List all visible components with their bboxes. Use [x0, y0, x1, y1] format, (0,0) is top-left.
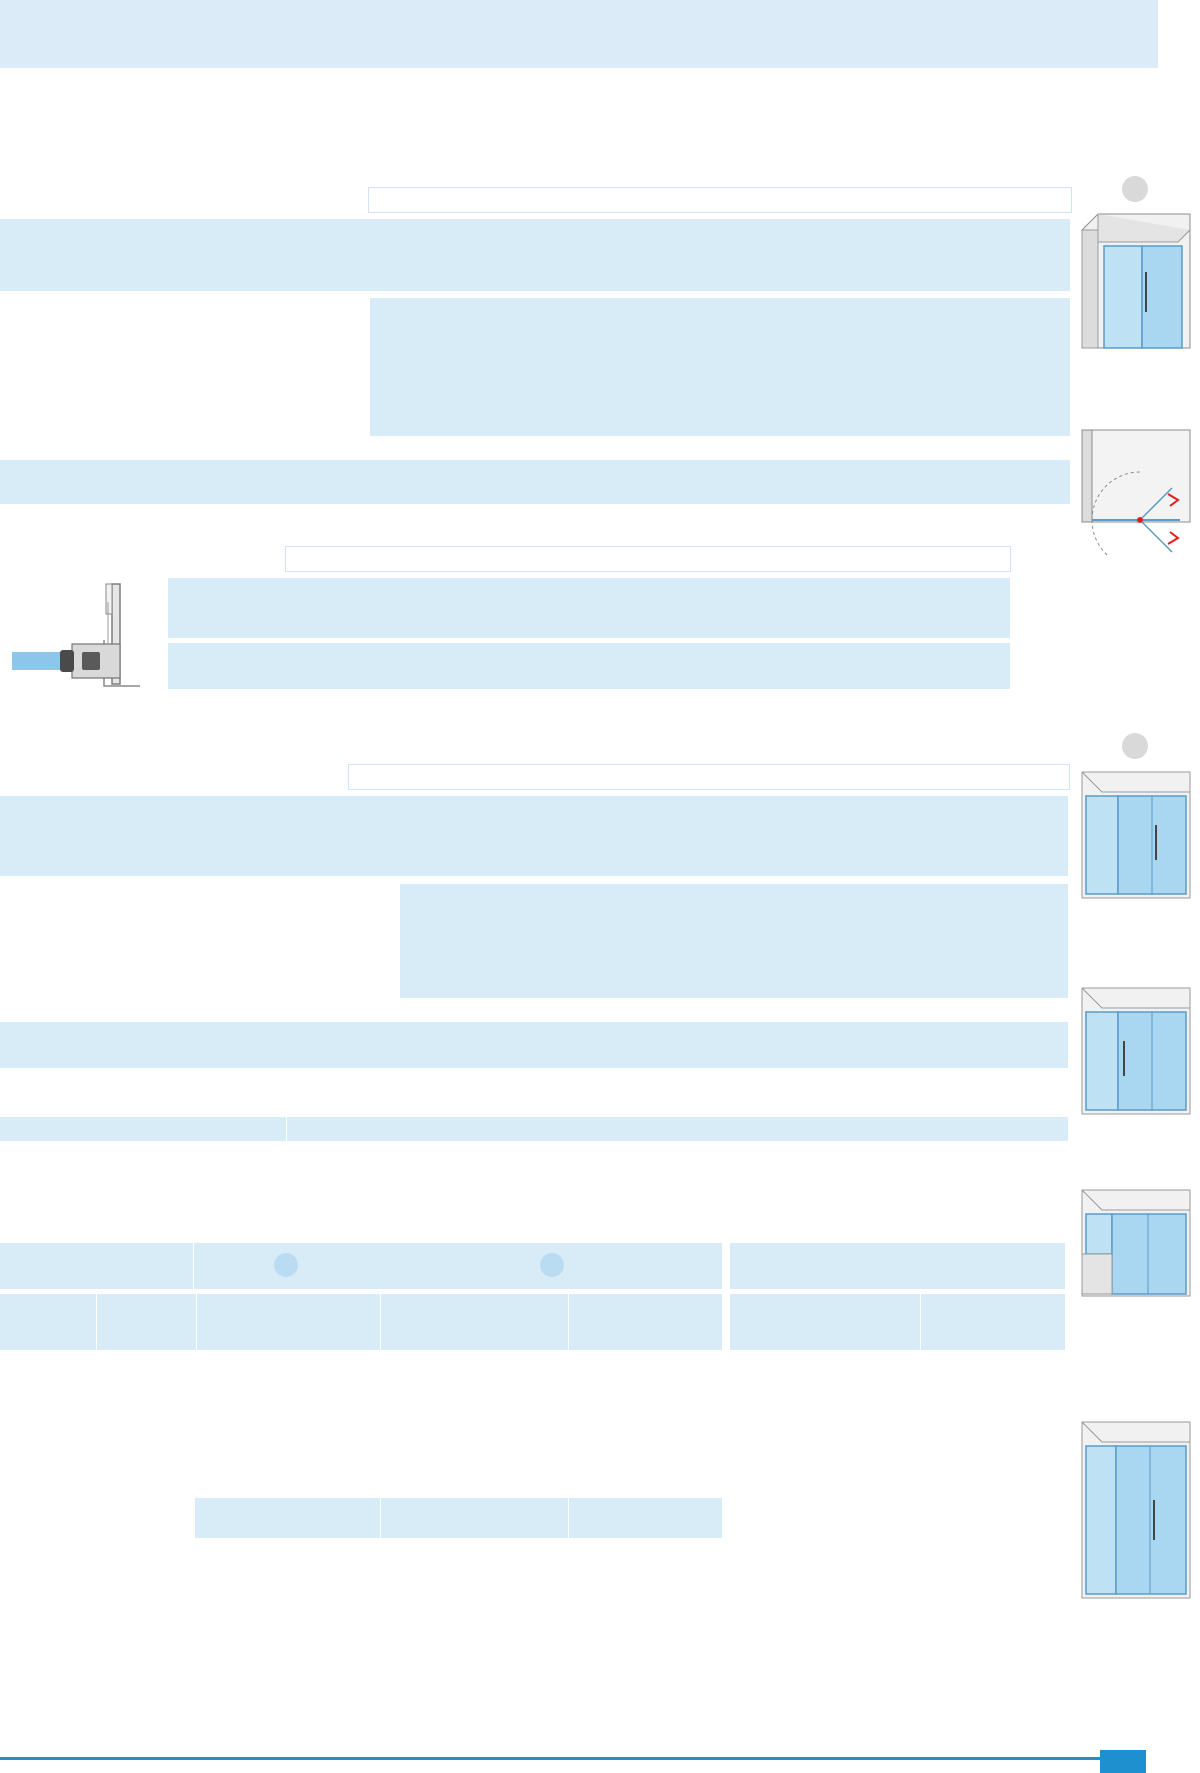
footer-page-badge [1100, 1750, 1146, 1773]
side-wall-row [0, 975, 1070, 997]
width-row [0, 1400, 1070, 1422]
s2-head-box [348, 764, 1070, 790]
width-row [0, 1423, 1070, 1445]
model-row [0, 299, 1070, 321]
width-row [0, 1355, 1070, 1377]
widths-tile-bar [730, 1243, 1065, 1289]
shower-niche-illustration [1080, 212, 1192, 352]
width-row [0, 1378, 1070, 1400]
side-wall-row [0, 908, 1070, 930]
width-row [0, 1445, 1070, 1467]
footer-line [0, 1757, 1100, 1760]
wall-profile-row [0, 645, 1070, 667]
surcharge-row [0, 1117, 1068, 1141]
s1-head-box [368, 187, 1072, 213]
width-example-row [0, 1545, 1070, 1567]
u-shower-illustration [1080, 1420, 1192, 1600]
widths-marker-1 [274, 1253, 298, 1277]
widths-marker-2 [540, 1253, 564, 1277]
wall-profile-row [0, 667, 1070, 689]
side-wall-row [0, 930, 1070, 952]
door-swing-diagram [1080, 428, 1192, 556]
corner-shower-illustration-3 [1080, 1188, 1192, 1298]
s2-subheader [0, 796, 1068, 876]
widths-std-bar [0, 1243, 722, 1289]
wall-head-box [285, 546, 1011, 572]
widths-special-bar [195, 1498, 722, 1538]
side-marker-1 [1122, 176, 1148, 202]
model-row [0, 339, 1070, 361]
model-row [0, 379, 1070, 401]
side-wall-row [0, 953, 1070, 975]
side-wall-special-row [0, 1045, 1070, 1067]
special-row [0, 481, 1070, 503]
model-row [0, 399, 1070, 421]
special-row [0, 461, 1070, 483]
model-row [0, 359, 1070, 381]
order-code-box [0, 0, 1158, 68]
model-row [0, 319, 1070, 341]
s1-subheader [0, 219, 1070, 291]
side-wall-special-row [0, 1023, 1070, 1045]
note-warning [6, 1667, 10, 1685]
widths-subhead-a [0, 1294, 722, 1350]
side-marker-2 [1122, 733, 1148, 759]
widths-subhead-b [730, 1294, 1065, 1350]
width-row [0, 1468, 1070, 1490]
corner-shower-illustration-2 [1080, 986, 1192, 1116]
side-wall-row [0, 885, 1070, 907]
wall-subheader [168, 578, 1010, 638]
corner-shower-illustration-1 [1080, 770, 1192, 900]
